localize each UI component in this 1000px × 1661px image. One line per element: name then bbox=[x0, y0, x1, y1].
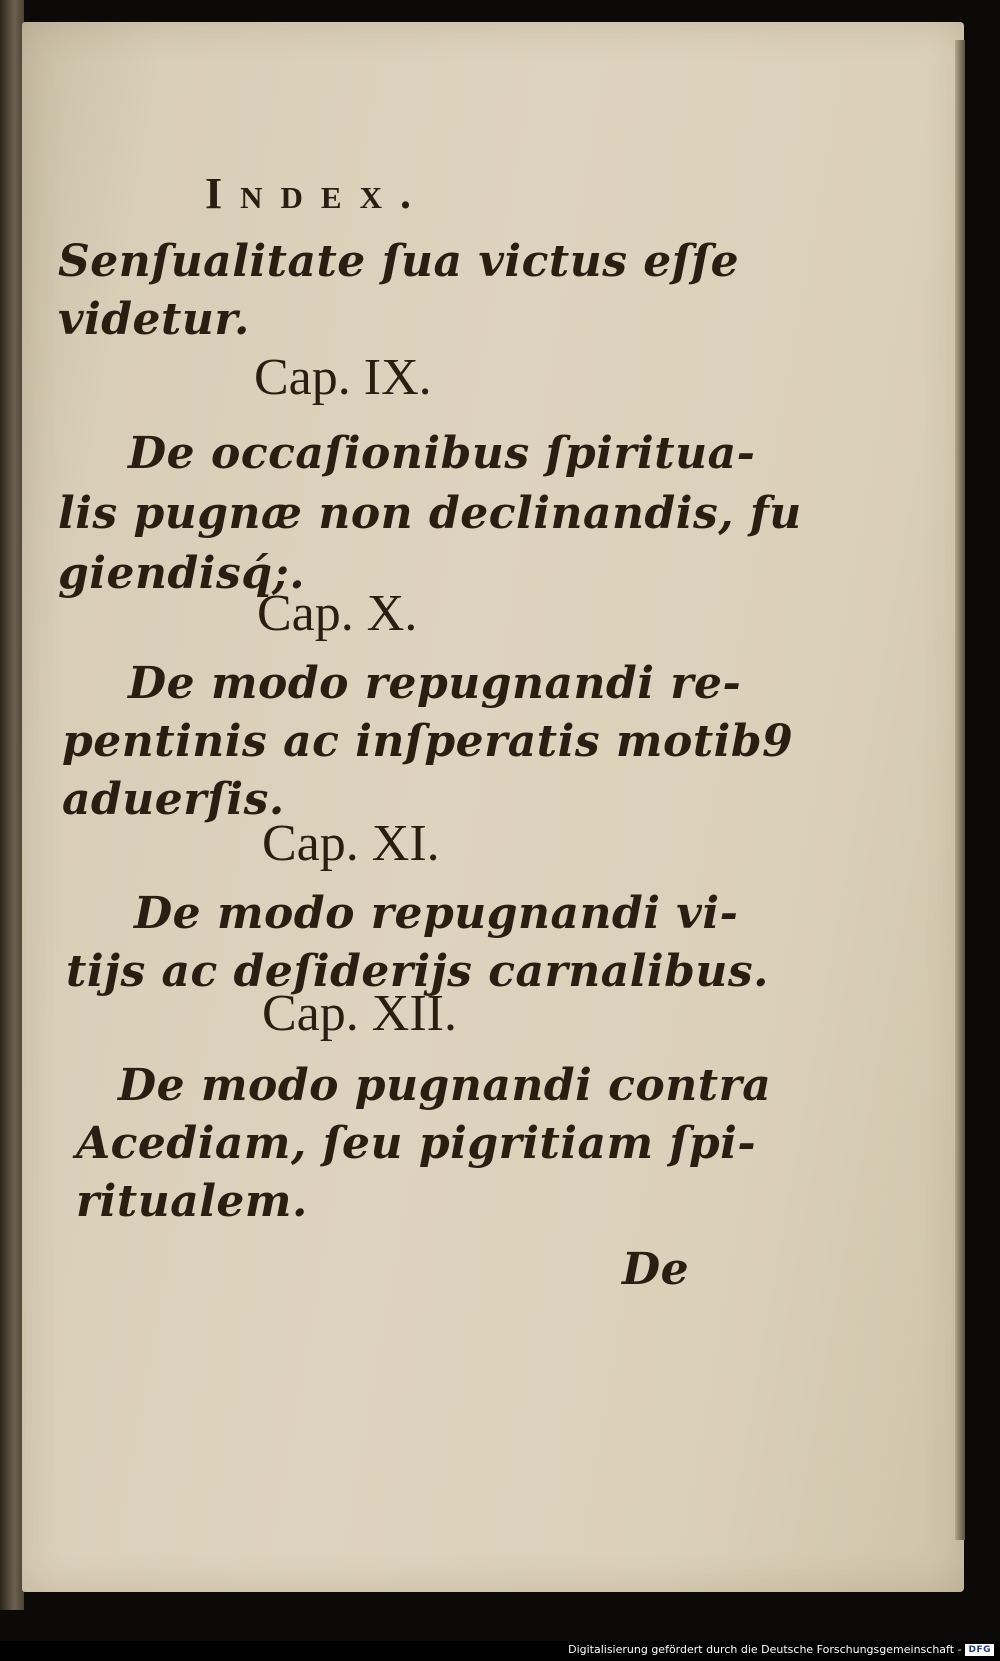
text-line: De occaſionibus ſpiritua- bbox=[128, 428, 756, 479]
text-line: lis pugnæ non declinandis, fu bbox=[58, 488, 802, 539]
dfg-logo: DFG bbox=[965, 1644, 994, 1656]
credit-text: Digitalisierung gefördert durch die Deutsche Forschungsgemeinschaft - bbox=[568, 1643, 962, 1656]
digitization-credit bbox=[568, 1643, 994, 1656]
page-text bbox=[22, 22, 964, 1592]
chapter-heading: Cap. XI. bbox=[262, 815, 440, 872]
text-line: aduerſis. bbox=[62, 774, 285, 825]
text-line: giendisq́;. bbox=[58, 548, 306, 599]
text-line: De modo pugnandi contra bbox=[118, 1060, 772, 1111]
text-line: De modo repugnandi vi- bbox=[134, 888, 739, 939]
chapter-heading: Cap. XII. bbox=[262, 985, 457, 1042]
book-spine-edge bbox=[0, 0, 24, 1610]
text-line: De modo repugnandi re- bbox=[128, 658, 742, 709]
chapter-heading: Cap. X. bbox=[257, 585, 418, 642]
text-line: Senſualitate ſua victus eſſe bbox=[58, 236, 740, 287]
chapter-heading: Cap. IX. bbox=[254, 349, 432, 406]
text-line: tijs ac deſiderijs carnalibus. bbox=[66, 946, 769, 997]
book-page bbox=[22, 22, 964, 1592]
page-right-edge bbox=[955, 40, 965, 1540]
text-line: videtur. bbox=[58, 294, 250, 345]
catchword: De bbox=[622, 1244, 690, 1295]
running-header: Index. bbox=[205, 169, 429, 218]
text-line: pentinis ac inſperatis motib9 bbox=[62, 716, 794, 767]
text-line: Acediam, ſeu pigritiam ſpi- bbox=[76, 1118, 757, 1169]
text-line: ritualem. bbox=[76, 1176, 308, 1227]
